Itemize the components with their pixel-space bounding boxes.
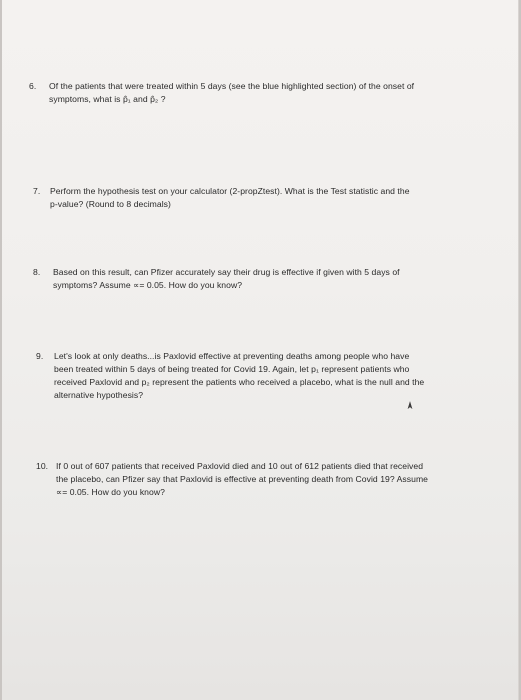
mouse-pointer-icon [404,399,416,411]
question-text: Based on this result, can Pfizer accurately say their drug is effective if given with 5 days of symptoms? Assume ∝= 0.05. How do you know? [53,267,400,290]
question-number: 10. [36,461,49,471]
question-number: 7. [33,186,41,196]
question-text: If 0 out of 607 patients that received Paxlovid died and 10 out of 612 patients died that received the placebo, can Pfizer say that Paxlovid is effective at preventing death from Covid 19? Assume ∝= 0.05. How do you know? [56,461,428,497]
question-text: Of the patients that were treated within 5 days (see the blue highlighted section) of the onset of symptoms, what is p̂₁ and p̂₂ ? [49,81,415,104]
question-text: Let's look at only deaths...is Paxlovid effective at preventing deaths among people who have been treated within 5 days of being treated for Covid 19. Again, let p₁ represent patients who received Paxlovid and p₂ represent the patients who received a placebo, what is the null and the alternative hypothesis? [54,351,425,400]
worksheet-page [2,0,519,700]
question-number: 9. [36,351,44,361]
question-number: 6. [29,81,37,91]
question-number: 8. [33,267,41,277]
question-text: Perform the hypothesis test on your calculator (2-propZtest). What is the Test statistic and the p-value? (Round to 8 decimals) [50,186,410,209]
